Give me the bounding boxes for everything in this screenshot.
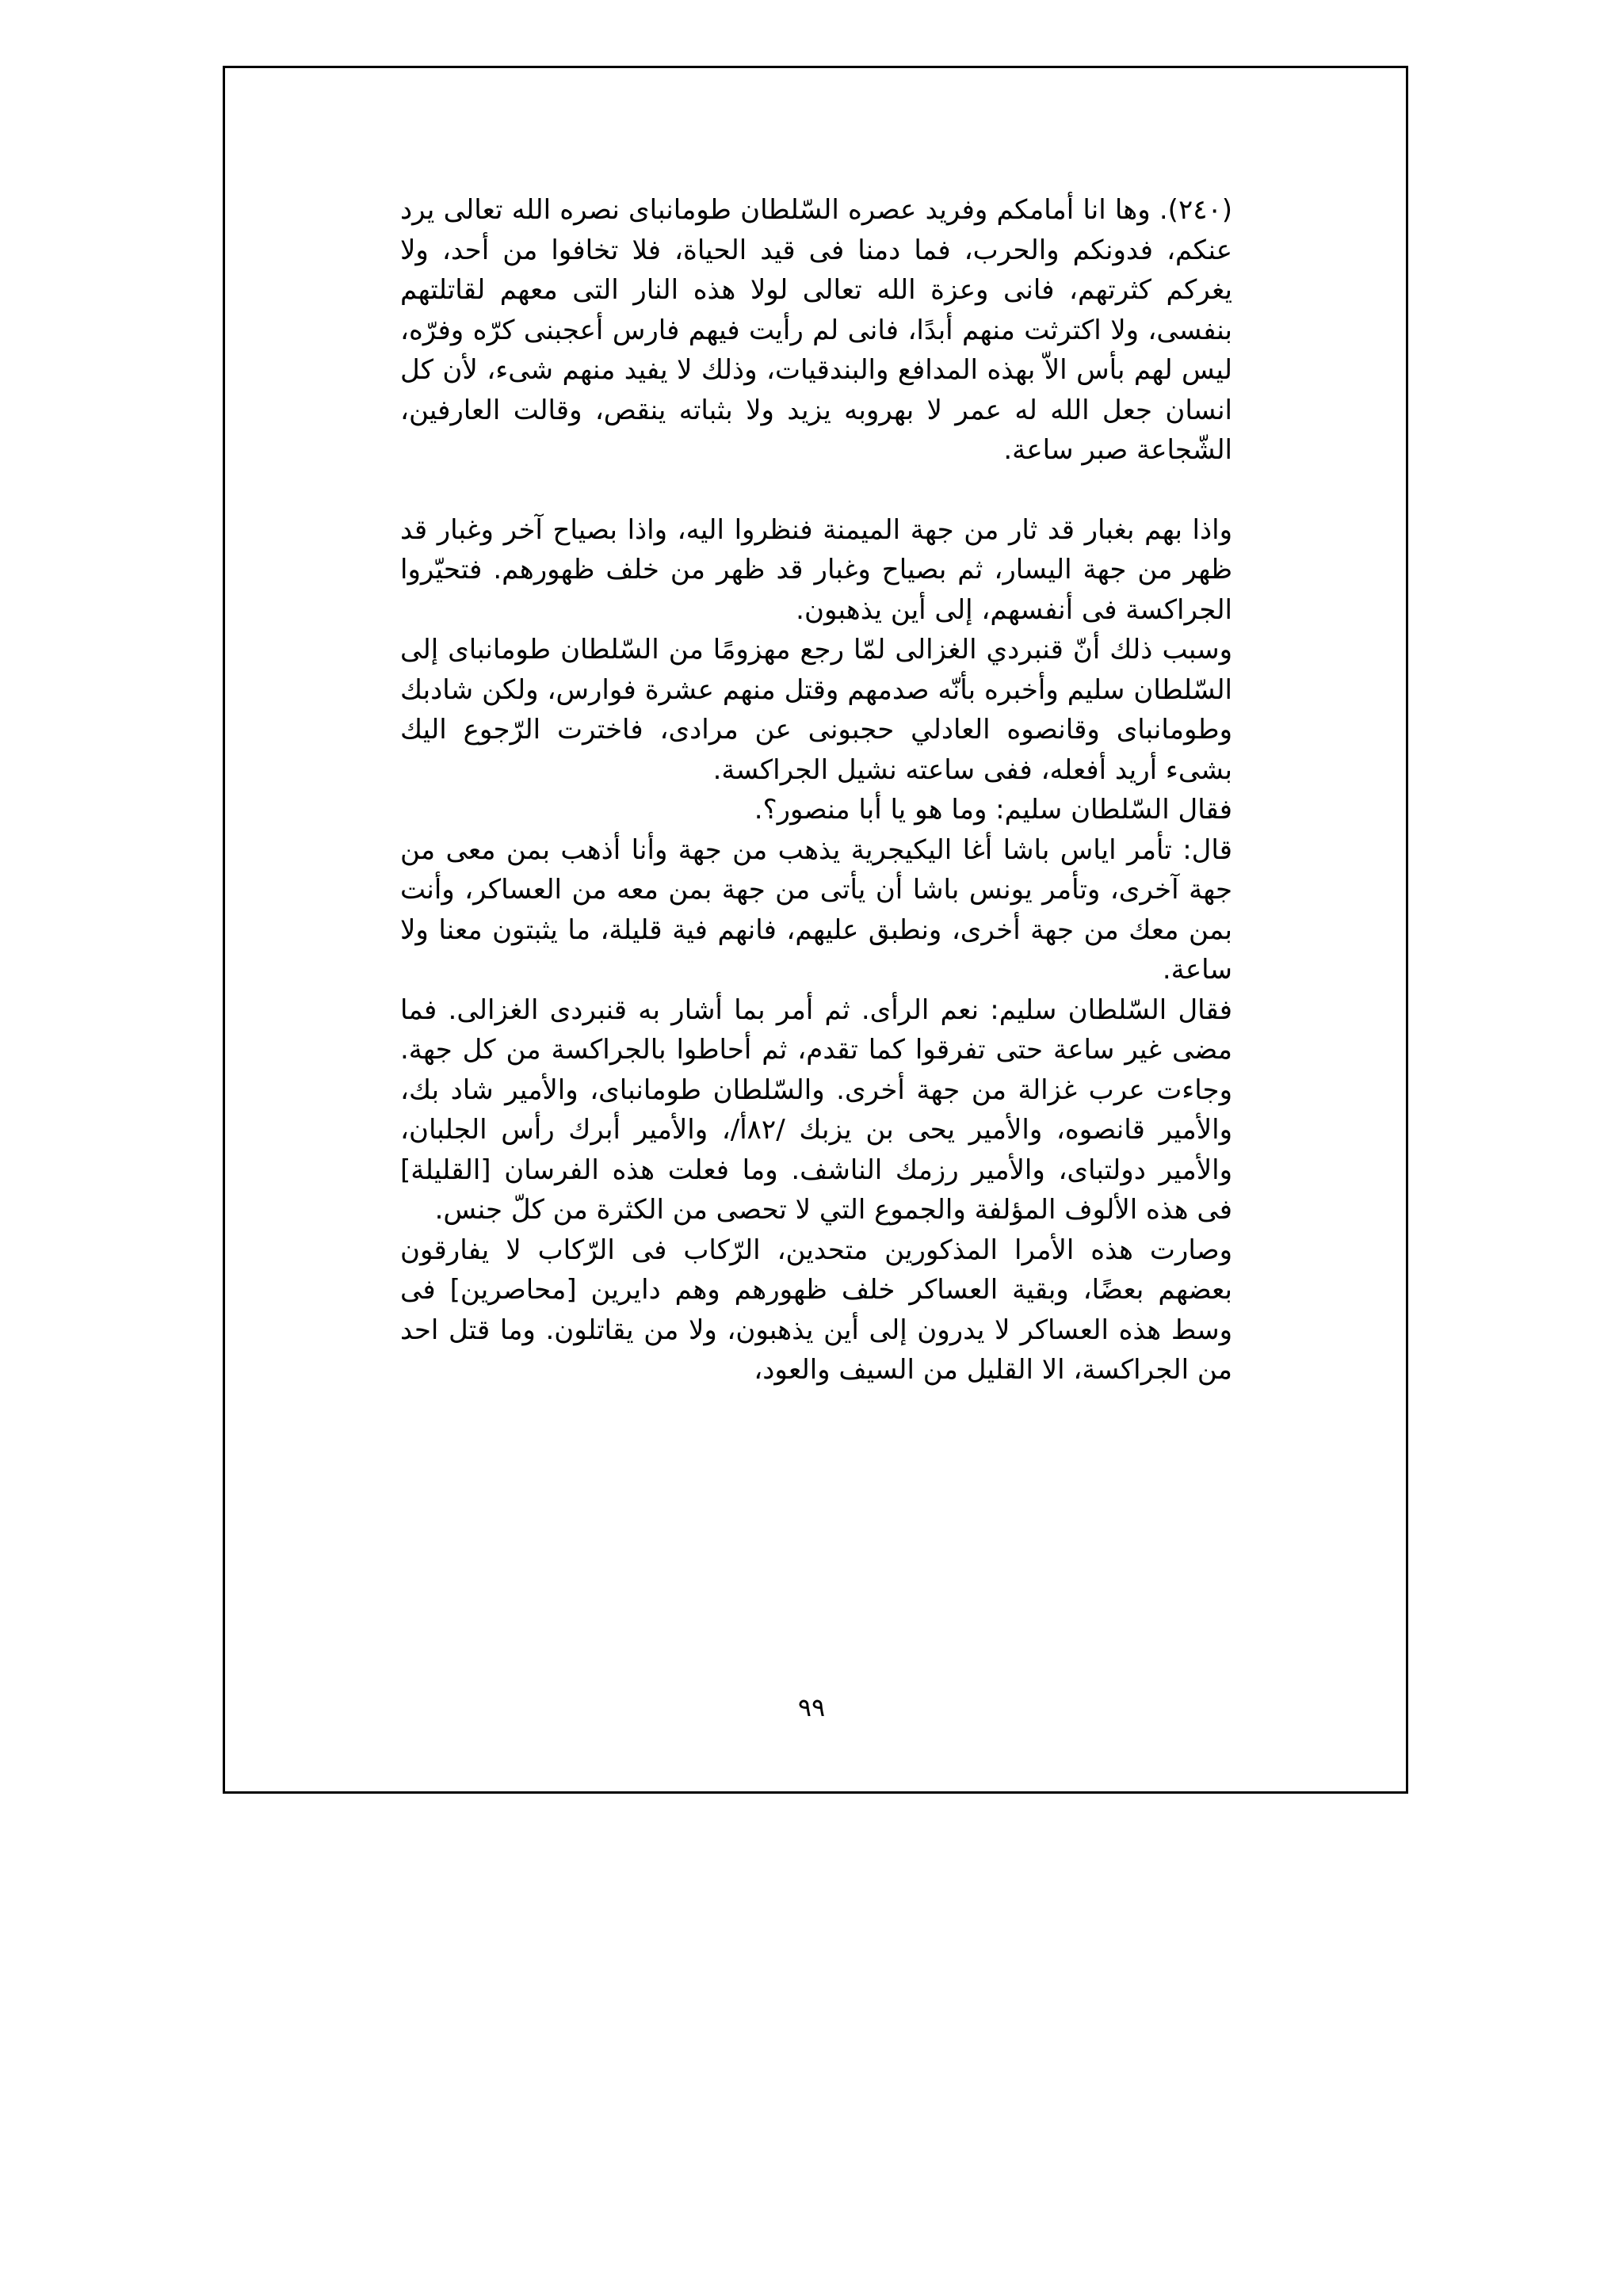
paragraph-reason: وسبب ذلك أنّ قنبردي الغزالى لمّا رجع مهزومًا من السّلطان طومانباى إلى السّلطان سليم وأخبره بأنّه صدمهم وقتل منهم عشرة فوارس، ولكن شادبك وطومانباى وقانصوه العادلي حجبونى عن مرادى، فاخترت الرّجوع اليك بشىء أريد أفعله، ففى ساعته نشيل الجراكسة. bbox=[400, 634, 1232, 786]
paragraph-dust-cloud: واذا بهم بغبار قد ثار من جهة الميمنة فنظروا اليه، واذا بصياح آخر وغبار قد ظهر من جهة اليسار، ثم بصياح وغبار قد ظهر من خلف ظهورهم. فتحيّروا الجراكسة فى أنفسهم، إلى أين يذهبون. bbox=[400, 513, 1232, 626]
paragraph-gap bbox=[400, 471, 1232, 510]
paragraph-speech: (٢٤٠). وها انا أمامكم وفريد عصره السّلطان طومانباى نصره الله تعالى يرد عنكم، فدونكم والحرب، فما دمنا فى قيد الحياة، فلا تخافوا من أحد، ولا يغركم كثرتهم، فانى وعزة الله تعالى لولا هذه النار التى معهم لقاتلتهم بنفسى، ولا اكترثت منهم أبدًا، فانى لم رأيت فيهم فارس أعجبنى كرّه وفرّه، ليس لهم بأس الاّ بهذه المدافع والبندقيات، وذلك لا يفيد منهم شىء، لأن كل انسان جعل الله له عمر لا بهروبه يزيد ولا بثباته ينقص، وقالت العارفين، الشّجاعة صبر ساعة. bbox=[400, 194, 1232, 466]
page-number: ٩٩ bbox=[797, 1692, 826, 1722]
paragraph-plan: قال: تأمر اياس باشا أغا اليكيجرية يذهب من جهة وأنا أذهب بمن معى من جهة آخرى، وتأمر يونس باشا أن يأتى من جهة بمن معه من العساكر، وأنت بمن معك من جهة أخرى، ونطبق عليهم، فانهم فية قليلة، ما يثبتون معنا ولا ساعة. bbox=[400, 833, 1232, 986]
paragraph-sultan-question: فقال السّلطان سليم: وما هو يا أبا منصور؟. bbox=[754, 794, 1232, 826]
paragraph-sultan-approval: فقال السّلطان سليم: نعم الرأى. ثم أمر بما أشار به قنبردى الغزالى. فما مضى غير ساعة حتى تفرقوا كما تقدم، ثم أحاطوا بالجراكسة من كل جهة. وجاءت عرب غزالة من جهة أخرى. والسّلطان طومانباى، والأمير شاد بك، والأمير قانصوه، والأمير يحى بن يزبك /٨٢أ/، والأمير أبرك رأس الجلبان، والأمير دولتباى، والأمير رزمك الناشف. وما فعلت هذه الفرسان [القليلة] فى هذه الألوف المؤلفة والجموع التي لا تحصى من الكثرة من كلّ جنس. bbox=[400, 994, 1232, 1226]
page-body-text bbox=[400, 190, 1232, 1390]
paragraph-emirs-united: وصارت هذه الأمرا المذكورين متحدين، الرّكاب فى الرّكاب لا يفارقون بعضهم بعضًا، وبقية العساكر خلف ظهورهم وهم دايرين [محاصرين] فى وسط هذه العساكر لا يدرون إلى أين يذهبون، ولا من يقاتلون. وما قتل احد من الجراكسة، الا القليل من السيف والعود، bbox=[400, 1234, 1232, 1386]
